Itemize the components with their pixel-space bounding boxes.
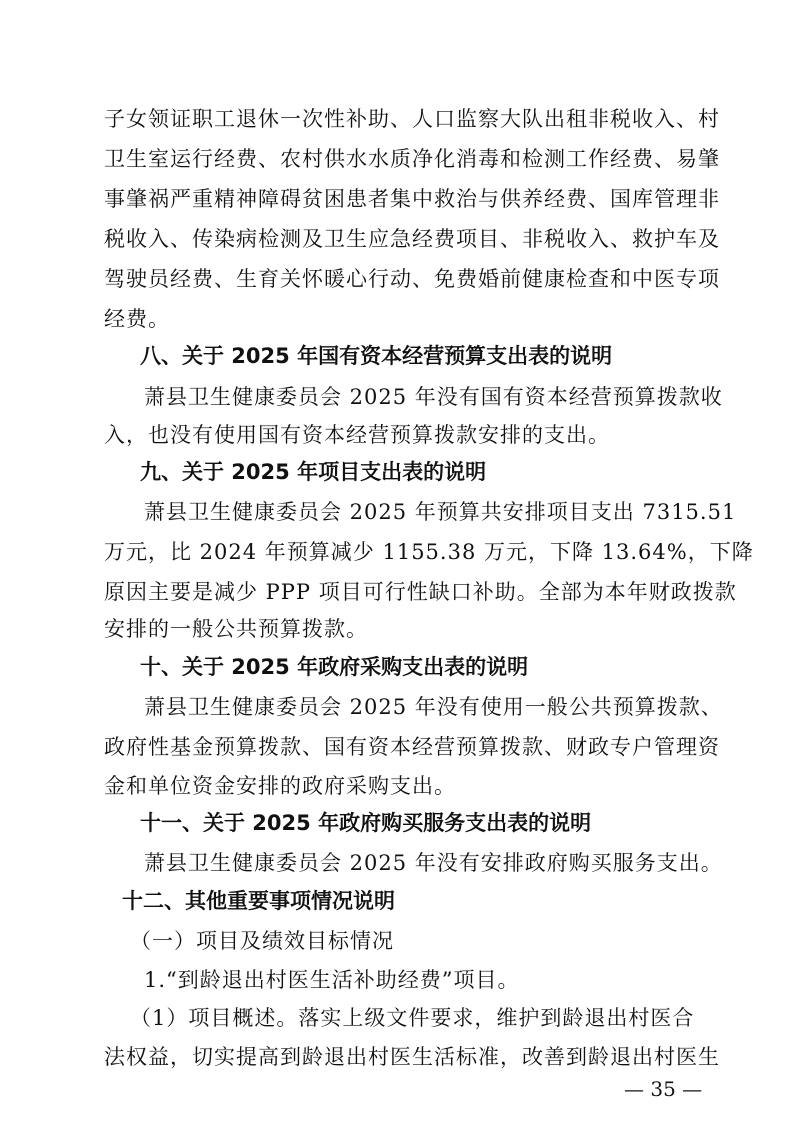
- body-text-line: 卫生室运行经费、农村供水水质净化消毒和检测工作经费、易肇: [104, 147, 720, 171]
- page-number: — 35 —: [624, 1077, 703, 1101]
- section-heading-11: 十一、关于 2025 年政府购买服务支出表的说明: [140, 811, 592, 835]
- body-text-line: 原因主要是减少 PPP 项目可行性缺口补助。全部为本年财政拨款: [104, 580, 737, 604]
- section-heading-10: 十、关于 2025 年政府采购支出表的说明: [140, 655, 529, 679]
- body-text-line: 萧县卫生健康委员会 2025 年预算共安排项目支出 7315.51: [144, 500, 737, 524]
- section-heading-12: 十二、其他重要事项情况说明: [122, 889, 395, 913]
- body-text-line: 萧县卫生健康委员会 2025 年没有安排政府购买服务支出。: [144, 851, 723, 875]
- body-text-line: 政府性基金预算拨款、国有资本经营预算拨款、财政专户管理资: [104, 735, 720, 759]
- body-text-line: 萧县卫生健康委员会 2025 年没有国有资本经营预算拨款收: [144, 385, 723, 409]
- section-heading-8: 八、关于 2025 年国有资本经营预算支出表的说明: [140, 344, 613, 368]
- subsection-heading: （一）项目及绩效目标情况: [130, 929, 394, 953]
- body-text-line: （1）项目概述。落实上级文件要求，维护到龄退出村医合: [130, 1006, 695, 1030]
- item-heading: 1.“到龄退出村医生活补助经费”项目。: [144, 968, 520, 992]
- body-text-line: 经费。: [104, 307, 170, 331]
- body-text-line: 驾驶员经费、生育关怀暖心行动、免费婚前健康检查和中医专项: [104, 267, 720, 291]
- body-text-line: 税收入、传染病检测及卫生应急经费项目、非税收入、救护车及: [104, 227, 720, 251]
- body-text-line: 萧县卫生健康委员会 2025 年没有使用一般公共预算拨款、: [144, 695, 723, 719]
- body-text-line: 子女领证职工退休一次性补助、人口监察大队出租非税收入、村: [104, 107, 720, 131]
- body-text-line: 入，也没有使用国有资本经营预算拨款安排的支出。: [104, 423, 610, 447]
- body-text-line: 万元，比 2024 年预算减少 1155.38 万元，下降 13.64%，下降: [104, 540, 754, 564]
- body-text-line: 事肇祸严重精神障碍贫困患者集中救治与供养经费、国库管理非: [104, 187, 720, 211]
- body-text-line: 安排的一般公共预算拨款。: [104, 617, 368, 641]
- body-text-line: 法权益，切实提高到龄退出村医生活标准，改善到龄退出村医生: [104, 1045, 720, 1069]
- body-text-line: 金和单位资金安排的政府采购支出。: [104, 774, 456, 798]
- section-heading-9: 九、关于 2025 年项目支出表的说明: [140, 460, 487, 484]
